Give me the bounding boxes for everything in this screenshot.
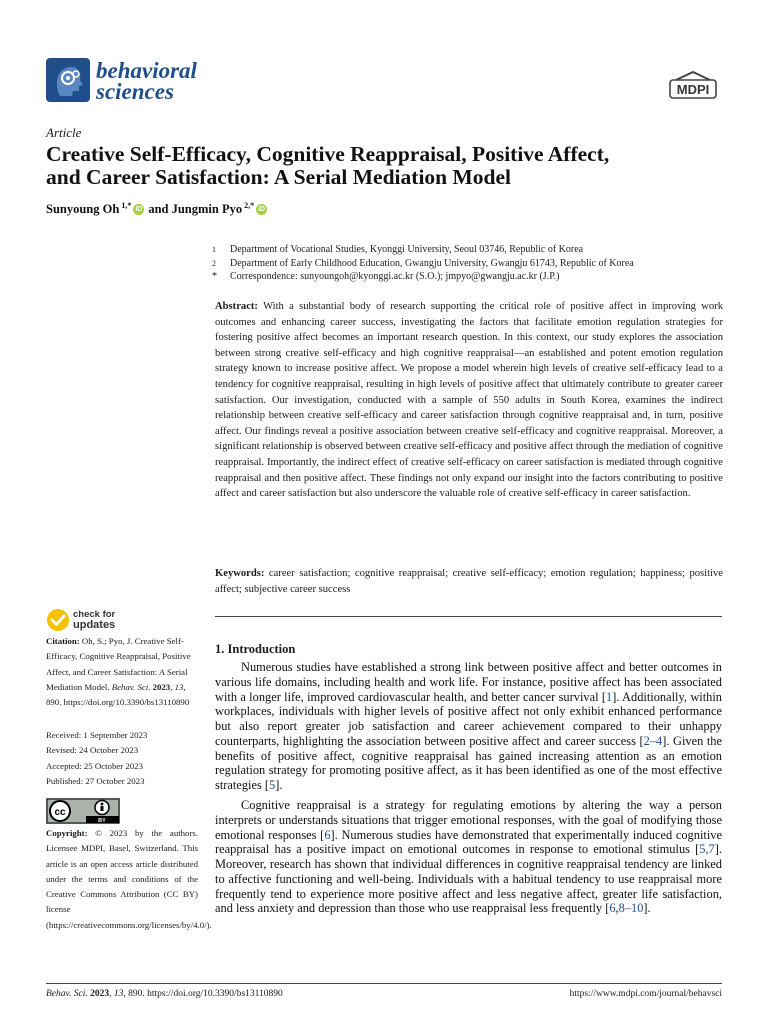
affiliation-mark: 2 xyxy=(212,258,216,268)
orcid-icon[interactable]: iD xyxy=(258,206,266,213)
author-2-affil: 2,* xyxy=(244,201,255,210)
footer-citation: Behav. Sci. 2023, 13, 890. https://doi.org/10.3390/bs13110890 xyxy=(46,989,283,999)
reference-link[interactable]: 2–4 xyxy=(643,733,663,748)
author-list xyxy=(46,202,271,217)
text-run: ]. xyxy=(275,778,283,792)
text-run: Numerous studies have established a strong link between positive affect and better outcomes in various life domains, including health and work life. For instance, positive affect has been associated with a longer life, improved cardiovascular health, and better cancer survival [ xyxy=(215,660,722,704)
affiliation-item xyxy=(212,243,732,257)
footer-journal-url[interactable]: https://www.mdpi.com/journal/behavsci xyxy=(569,989,722,999)
affiliation-text: Department of Vocational Studies, Kyonggi University, Seoul 03746, Republic of Korea xyxy=(230,244,584,255)
date-published: Published: 27 October 2023 xyxy=(46,775,145,786)
reference-link[interactable]: 5,7 xyxy=(699,842,715,857)
text-run: , xyxy=(615,901,619,916)
mdpi-logo-icon xyxy=(668,70,718,100)
check-line1: check for xyxy=(73,609,116,620)
citation-tail: , 890. xyxy=(46,681,186,708)
text-run: ]. Numerous studies have demonstrated that experimentally induced cognitive reappraisal has a positive impact on emotional outcomes in response to emotional stimulus [ xyxy=(215,827,722,857)
orcid-icon[interactable]: iD xyxy=(135,206,143,213)
reference-link[interactable]: 5 xyxy=(269,778,276,792)
svg-text:cc: cc xyxy=(54,807,66,818)
divider xyxy=(215,616,722,617)
affiliation-mark: 1 xyxy=(212,245,216,254)
check-for-updates-button[interactable] xyxy=(46,608,115,632)
intro-paragraph-2 xyxy=(215,798,722,916)
publication-dates xyxy=(46,728,198,789)
reference-link[interactable]: 1 xyxy=(605,689,613,704)
keywords-text: career satisfaction; cognitive reappraisal; creative self-efficacy; emotion regulation; happiness; positive affect; subjective career success xyxy=(215,568,723,595)
author-1-affil: 1,* xyxy=(121,201,132,210)
journal-name xyxy=(96,60,197,102)
abstract-text: With a substantial body of research supporting the critical role of positive affect in improving work outcomes and enhancing career success, investigating the factors that facilitate emotion regulation strategies for fostering positive affect becomes an important research question. In this context, our study explores the association between strong creative self-efficacy and high cognitive reappraisal—an established and potent emotion regulation strategy known to increase positive affect. We propose a model wherein high levels of creative self-efficacy lead to a tendency for cognitive reappraisal, resulting in high levels of positive affect that ultimately contribute to greater career satisfaction. Our investigation, conducted with a sample of 550 adults in South Korea, examines the indirect relationship between creative self-efficacy and career satisfaction through cognitive reappraisal and, in turn, positive affect. Our findings reveal a positive association between creative self-efficacy and cognitive reappraisal. Moreover, a significant relationship is observed between creative self-efficacy and positive affect through the mediation of cognitive reappraisal. Importantly, the indirect effect of creative self-efficacy on career satisfaction is mediated through cognitive reappraisal and then positive affect. These findings not only expand our insight into the factors contributing to positive affect and career satisfaction but also underscore the valuable role of creative self-efficacy in career satisfaction. xyxy=(215,301,723,500)
title-line1: Creative Self-Efficacy, Cognitive Reappraisal, Positive Affect, xyxy=(46,142,610,166)
citation-text: Oh, S.; Pyo, J. Creative Self-Efficacy, Cognitive Reappraisal, Positive Affect, and Career Satisfaction: A Serial Mediation Model. xyxy=(46,636,191,692)
footer-volume: 13 xyxy=(113,989,124,999)
copyright-label: Copyright: xyxy=(46,828,88,838)
footer-year: 2023 xyxy=(90,989,110,999)
reference-link[interactable]: 6 xyxy=(609,901,616,916)
copyright-notice xyxy=(46,826,212,933)
citation-doi-link[interactable]: https://doi.org/10.3390/bs13110890 xyxy=(63,697,190,708)
affiliation-text: Department of Early Childhood Education, Gwangju University, Gwangju 61743, Republic of Korea xyxy=(230,257,634,269)
article-title xyxy=(46,143,726,189)
check-line2: updates xyxy=(73,619,116,631)
date-received: Received: 1 September 2023 xyxy=(46,730,148,740)
citation-journal: Behav. Sci. xyxy=(111,681,151,692)
text-run: ]. Given the benefits of positive affect, cognitive reappraisal has gained increasing attention as an emotion regulation strategy for promoting positive affect, as it has been identified as one of the most effective strategies [ xyxy=(215,733,722,792)
citation-year: 2023 xyxy=(152,681,171,692)
correspondence-text[interactable]: Correspondence: sunyoungoh@kyonggi.ac.kr (S.O.); jmpyo@gwangju.ac.kr (J.P.) xyxy=(230,271,560,282)
date-revised: Revised: 24 October 2023 xyxy=(46,745,139,756)
keywords xyxy=(215,566,723,597)
citation-label: Citation: xyxy=(46,636,80,646)
abstract-label: Abstract: xyxy=(215,301,258,312)
author-2[interactable]: and Jungmin Pyo xyxy=(148,202,243,216)
text-run: ]. Moreover, research has shown that individual differences in cognitive reappraisal tendency are linked to affective functioning and well-being. Individuals with a habitual tendency to use reappraisal more frequently tend to experience more positive affect and less negative affect, greater life satisfaction, and less anxiety and depression than those who use reappraisal less frequently [ xyxy=(215,842,722,916)
footer-journal: Behav. Sci. xyxy=(46,989,88,999)
reference-link[interactable]: 8–10 xyxy=(618,901,644,916)
cc-by-license-icon[interactable] xyxy=(46,798,120,824)
title-line2: and Career Satisfaction: A Serial Mediation Model xyxy=(46,165,512,189)
svg-text:MDPI: MDPI xyxy=(676,82,710,97)
correspondence xyxy=(212,270,732,284)
check-updates-label xyxy=(73,610,115,630)
check-updates-icon xyxy=(46,608,70,632)
text-run: ]. Additionally, within workplaces, individuals with higher levels of positive affect not only exhibit enhanced performance but also report greater job satisfaction and career achievement compared to their unhappy counterparts, highlighting the association between positive affect and career success [ xyxy=(215,689,722,748)
author-1[interactable]: Sunyoung Oh xyxy=(46,202,120,216)
date-accepted: Accepted: 25 October 2023 xyxy=(46,760,143,771)
journal-name-line1: behavioral xyxy=(96,58,197,83)
svg-text:BY: BY xyxy=(98,818,106,824)
journal-logo-icon xyxy=(46,58,90,102)
affiliation-item xyxy=(212,257,732,271)
keywords-label: Keywords: xyxy=(215,568,265,579)
text-run: Cognitive reappraisal is a strategy for regulating emotions by altering the way a person interprets or understands situations that trigger emotional responses, with the goal of modifying those emotional responses [ xyxy=(215,798,722,842)
copyright-text: © 2023 by the authors. Licensee MDPI, Basel, Switzerland. This article is an open access article distributed under the terms and conditions of the Creative Commons Attribution (CC BY) license (https://creativecommons.org/licenses/by/4.0/). xyxy=(46,828,212,930)
text-run: ]. xyxy=(643,901,651,916)
footer-doi[interactable]: , 890. https://doi.org/10.3390/bs13110890 xyxy=(123,989,283,999)
intro-paragraph-1 xyxy=(215,660,722,793)
reference-link[interactable]: 6 xyxy=(324,827,331,842)
citation-volume: 13 xyxy=(174,681,184,692)
affiliation-mark: * xyxy=(212,271,217,282)
section-heading-introduction: 1. Introduction xyxy=(215,642,296,656)
journal-name-line2: sciences xyxy=(96,79,174,104)
citation-block: Citation: Oh, S.; Pyo, J. Creative Self-Efficacy, Cognitive Reappraisal, Positive Affect, and Career Satisfaction: A Serial Mediation Model. Behav. Sci. 2023, 13, 890. https://doi.org/10.3390/bs13110890 xyxy=(46,636,191,708)
abstract xyxy=(215,299,723,502)
footer-divider xyxy=(46,983,722,984)
affiliations xyxy=(212,243,732,284)
article-type: Article xyxy=(46,125,82,140)
